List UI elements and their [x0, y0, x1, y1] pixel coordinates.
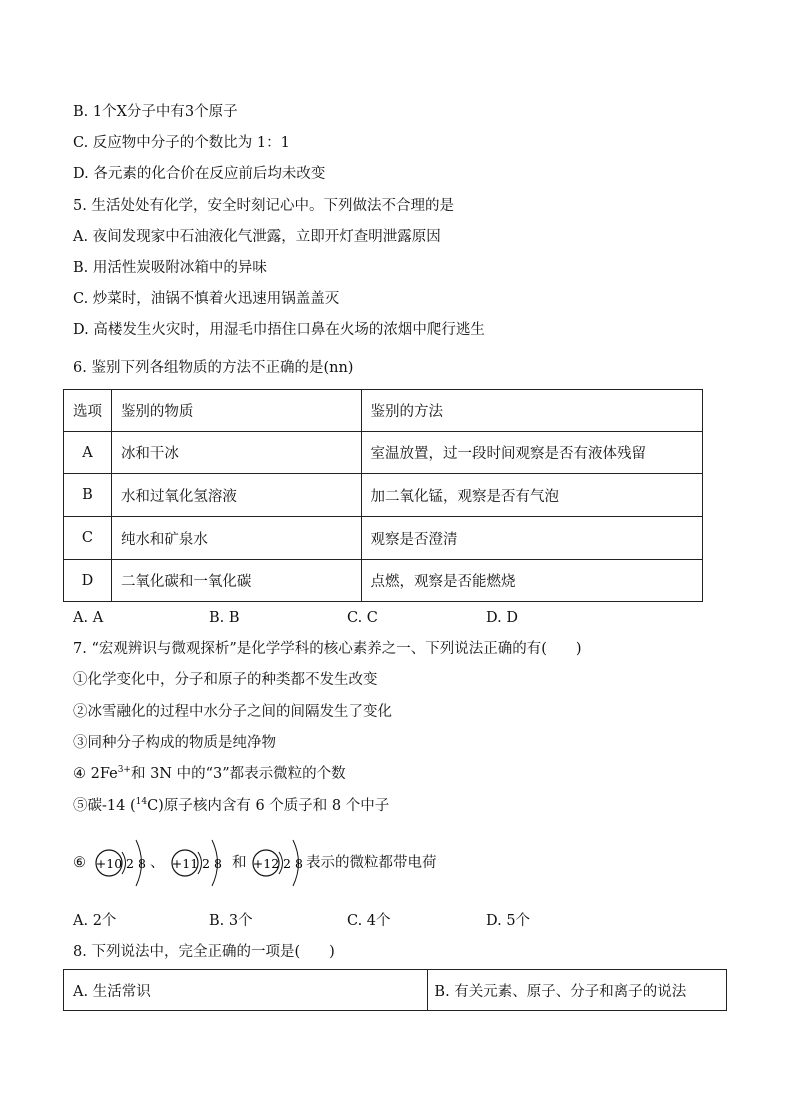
table-cell: 室温放置，过一段时间观察是否有液体残留: [361, 432, 702, 474]
separator-text: 和: [232, 855, 247, 871]
q7-statement-2: ②冰雪融化的过程中水分子之间的间隔发生了变化: [73, 704, 392, 720]
table-header-row: [64, 390, 703, 432]
q6-answer-c: C. C: [347, 610, 378, 626]
table-cell: 水和过氧化氢溶液: [111, 474, 361, 517]
table-row: [64, 474, 703, 517]
q7-answer-c: C. 4个: [347, 913, 391, 929]
table-cell: 二氧化碳和一氧化碳: [111, 560, 361, 602]
atom-structure-diagram: [249, 828, 309, 898]
table-header-cell: 鉴别的方法: [361, 390, 702, 432]
q4-option-c: C. 反应物中分子的个数比为 1：1: [73, 135, 290, 151]
q4-option-b: B. 1个X分子中有3个原子: [73, 104, 238, 120]
atom-structure-diagram: [92, 828, 152, 898]
table-cell: B: [64, 474, 112, 517]
q6-answer-a: A. A: [73, 610, 104, 626]
q8-stem: 8. 下列说法中，完全正确的一项是( ): [73, 944, 335, 960]
q8-table: [63, 969, 727, 1011]
q6-table: [63, 389, 703, 602]
separator-text: 、: [150, 855, 165, 871]
q7-statement-5: [73, 796, 389, 816]
table-cell: 加二氧化锰，观察是否有气泡: [361, 474, 702, 517]
table-cell: A: [64, 432, 112, 474]
q7-statement-6-text: 表示的微粒都带电荷: [306, 855, 437, 871]
statement-text: C)原子核内含有 6 个质子和 8 个中子: [147, 798, 390, 814]
electron-count-label: 2: [202, 856, 210, 871]
q6-answer-b: B. B: [209, 610, 240, 626]
electron-count-label: 8: [214, 856, 222, 871]
q6-answer-d: D. D: [486, 610, 518, 626]
q7-answer-b: B. 3个: [209, 913, 253, 929]
table-cell: 点燃，观察是否能燃烧: [361, 560, 702, 602]
table-cell: D: [64, 560, 112, 602]
nucleus-charge-label: +10: [95, 856, 123, 871]
table-header-cell: 选项: [64, 390, 112, 432]
q5-option-d: D. 高楼发生火灾时，用湿毛巾捂住口鼻在火场的浓烟中爬行逃生: [73, 322, 485, 338]
atom-structure-diagram: [168, 828, 228, 898]
electron-count-label: 2: [126, 856, 134, 871]
q7-answer-a: A. 2个: [73, 913, 117, 929]
nucleus-charge-label: +12: [252, 856, 280, 871]
table-row: [64, 432, 703, 474]
electron-count-label: 8: [138, 856, 146, 871]
table-header-cell: A. 生活常识: [64, 970, 428, 1011]
table-cell: 纯水和矿泉水: [111, 517, 361, 560]
table-header-row: [64, 970, 727, 1011]
q5-option-c: C. 炒菜时，油锅不慎着火迅速用锅盖盖灭: [73, 291, 340, 307]
q7-statement-4: [73, 764, 346, 784]
statement-text: 和 3N 中的“3”都表示微粒的个数: [130, 766, 346, 782]
ion-charge-superscript: 3+: [117, 765, 131, 776]
q7-stem: 7. “宏观辨识与微观探析”是化学学科的核心素养之一、下列说法正确的有( ): [73, 641, 582, 657]
table-row: [64, 517, 703, 560]
table-cell: C: [64, 517, 112, 560]
electron-count-label: 2: [283, 856, 291, 871]
q5-option-b: B. 用活性炭吸附冰箱中的异味: [73, 260, 267, 276]
q7-statement-3: ③同种分子构成的物质是纯净物: [73, 735, 276, 751]
q7-statement-1: ①化学变化中，分子和原子的种类都不发生改变: [73, 672, 378, 688]
q5-option-a: A. 夜间发现家中石油液化气泄露，立即开灯查明泄露原因: [73, 229, 441, 245]
table-header-cell: B. 有关元素、原子、分子和离子的说法: [428, 970, 727, 1011]
q6-stem: 6. 鉴别下列各组物质的方法不正确的是(nn): [73, 360, 354, 376]
mass-number-superscript: 14: [135, 797, 148, 808]
electron-count-label: 8: [295, 856, 303, 871]
q7-answer-d: D. 5个: [486, 913, 531, 929]
table-header-cell: 鉴别的物质: [111, 390, 361, 432]
table-cell: 观察是否澄清: [361, 517, 702, 560]
statement-text: ④ 2Fe: [73, 766, 118, 782]
statement-text: ⑤碳-14 (: [73, 798, 136, 814]
nucleus-charge-label: +11: [171, 856, 199, 871]
table-cell: 冰和干冰: [111, 432, 361, 474]
q5-stem: 5. 生活处处有化学，安全时刻记心中。下列做法不合理的是: [73, 198, 454, 214]
q7-statement-6-number: ⑥: [73, 855, 86, 871]
q4-option-d: D. 各元素的化合价在反应前后均未改变: [73, 166, 326, 182]
table-row: [64, 560, 703, 602]
